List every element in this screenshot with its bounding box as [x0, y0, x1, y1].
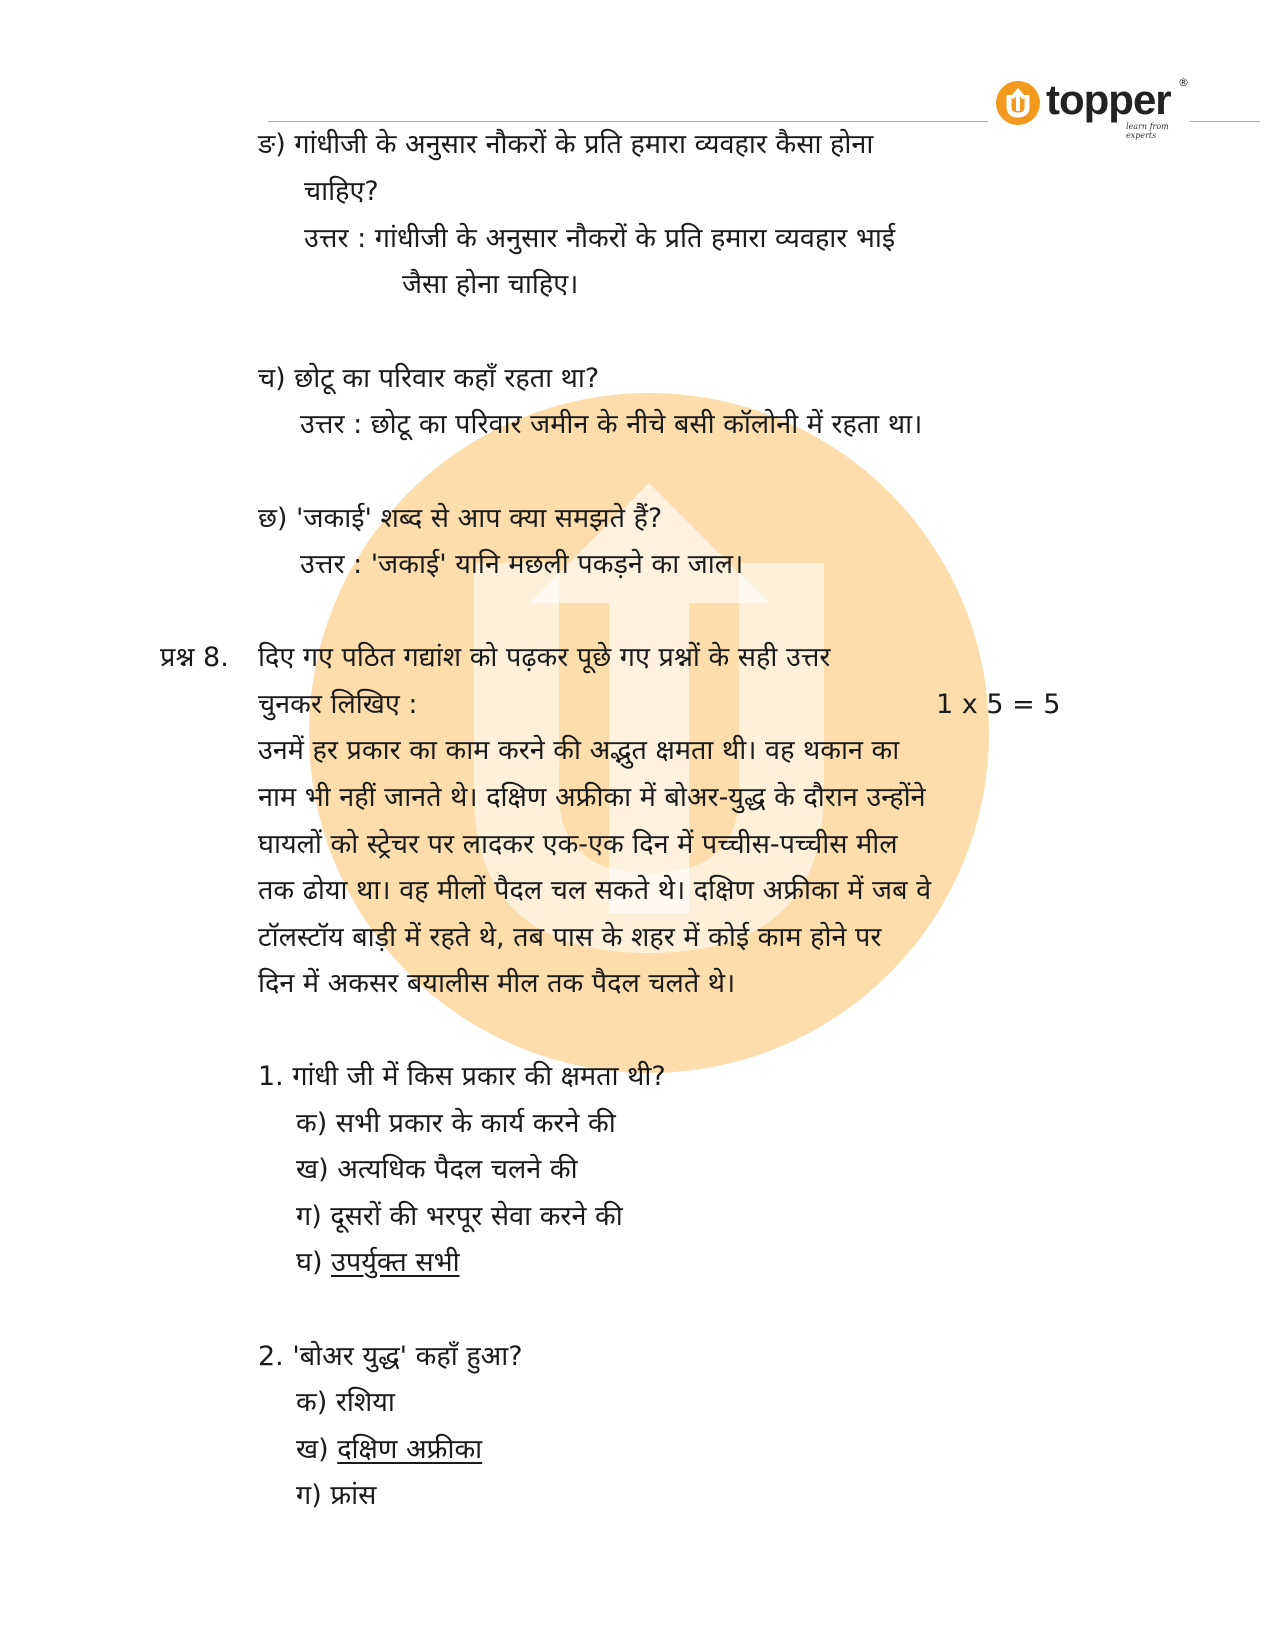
- registered-icon: ®: [1178, 76, 1189, 89]
- mcq2-option: [296, 1479, 376, 1513]
- question-chh: छ) 'जकाई' शब्द से आप क्या समझते हैं?: [258, 503, 663, 534]
- option-prefix: घ): [296, 1247, 323, 1278]
- option-prefix: ख): [296, 1154, 329, 1185]
- mcq2-option: [296, 1386, 395, 1420]
- option-prefix: ख): [296, 1434, 329, 1465]
- option-prefix: क): [296, 1387, 328, 1418]
- question8-instruction-cont: चुनकर लिखिए :: [258, 689, 418, 720]
- passage-line: घायलों को स्ट्रेचर पर लादकर एक-एक दिन में पच्चीस-पच्चीस मील: [258, 829, 898, 860]
- mcq1-option: [296, 1153, 578, 1187]
- option-text: दूसरों की भरपूर सेवा करने की: [330, 1201, 623, 1232]
- passage-line: टॉलस्टॉय बाड़ी में रहते थे, तब पास के शहर में कोई काम होने पर: [258, 922, 882, 953]
- marks-label: 1 x 5 = 5: [936, 689, 1061, 720]
- answer-e-cont: जैसा होना चाहिए।: [402, 269, 579, 300]
- answer-ch: उत्तर : छोटू का परिवार जमीन के नीचे बसी कॉलोनी में रहता था।: [300, 409, 923, 440]
- question-ch: च) छोटू का परिवार कहाँ रहता था?: [258, 363, 600, 394]
- mcq1-question: 1. गांधी जी में किस प्रकार की क्षमता थी?: [258, 1061, 666, 1092]
- passage-line: दिन में अकसर बयालीस मील तक पैदल चलते थे।: [258, 968, 736, 999]
- answer-e: उत्तर : गांधीजी के अनुसार नौकरों के प्रति हमारा व्यवहार भाई: [304, 223, 896, 254]
- logo-wordmark: topper: [1046, 76, 1171, 123]
- passage-line: नाम भी नहीं जानते थे। दक्षिण अफ्रीका में बोअर-युद्ध के दौरान उन्होंने: [258, 782, 926, 813]
- passage-line: उनमें हर प्रकार का काम करने की अद्भुत क्षमता थी। वह थकान का: [258, 735, 900, 766]
- option-text: सभी प्रकार के कार्य करने की: [335, 1108, 616, 1139]
- option-text: फ्रांस: [330, 1480, 377, 1511]
- correct-answer-text: दक्षिण अफ्रीका: [337, 1434, 483, 1465]
- correct-answer-text: उपर्युक्त सभी: [331, 1247, 460, 1278]
- mcq1-option-correct: [296, 1246, 460, 1280]
- question-e-cont: चाहिए?: [304, 176, 379, 207]
- option-prefix: ग): [296, 1201, 322, 1232]
- question8-instruction: दिए गए पठित गद्यांश को पढ़कर पूछे गए प्रश्नों के सही उत्तर: [258, 642, 831, 673]
- option-prefix: क): [296, 1108, 328, 1139]
- question8-label: प्रश्न 8.: [160, 642, 229, 673]
- mcq1-option: [296, 1200, 623, 1234]
- logo-tagline: learn from experts: [1126, 122, 1169, 140]
- answer-chh: उत्तर : 'जकाई' यानि मछली पकड़ने का जाल।: [300, 549, 744, 580]
- option-text: अत्यधिक पैदल चलने की: [337, 1154, 578, 1185]
- mcq2-question: 2. 'बोअर युद्ध' कहाँ हुआ?: [258, 1341, 523, 1372]
- mcq2-option-correct: [296, 1433, 482, 1467]
- passage-line: तक ढोया था। वह मीलों पैदल चल सकते थे। दक्षिण अफ्रीका में जब वे: [258, 875, 932, 906]
- mcq1-option: [296, 1107, 616, 1141]
- option-text: रशिया: [335, 1387, 395, 1418]
- option-prefix: ग): [296, 1480, 322, 1511]
- question-e: ङ) गांधीजी के अनुसार नौकरों के प्रति हमारा व्यवहार कैसा होना: [258, 129, 874, 160]
